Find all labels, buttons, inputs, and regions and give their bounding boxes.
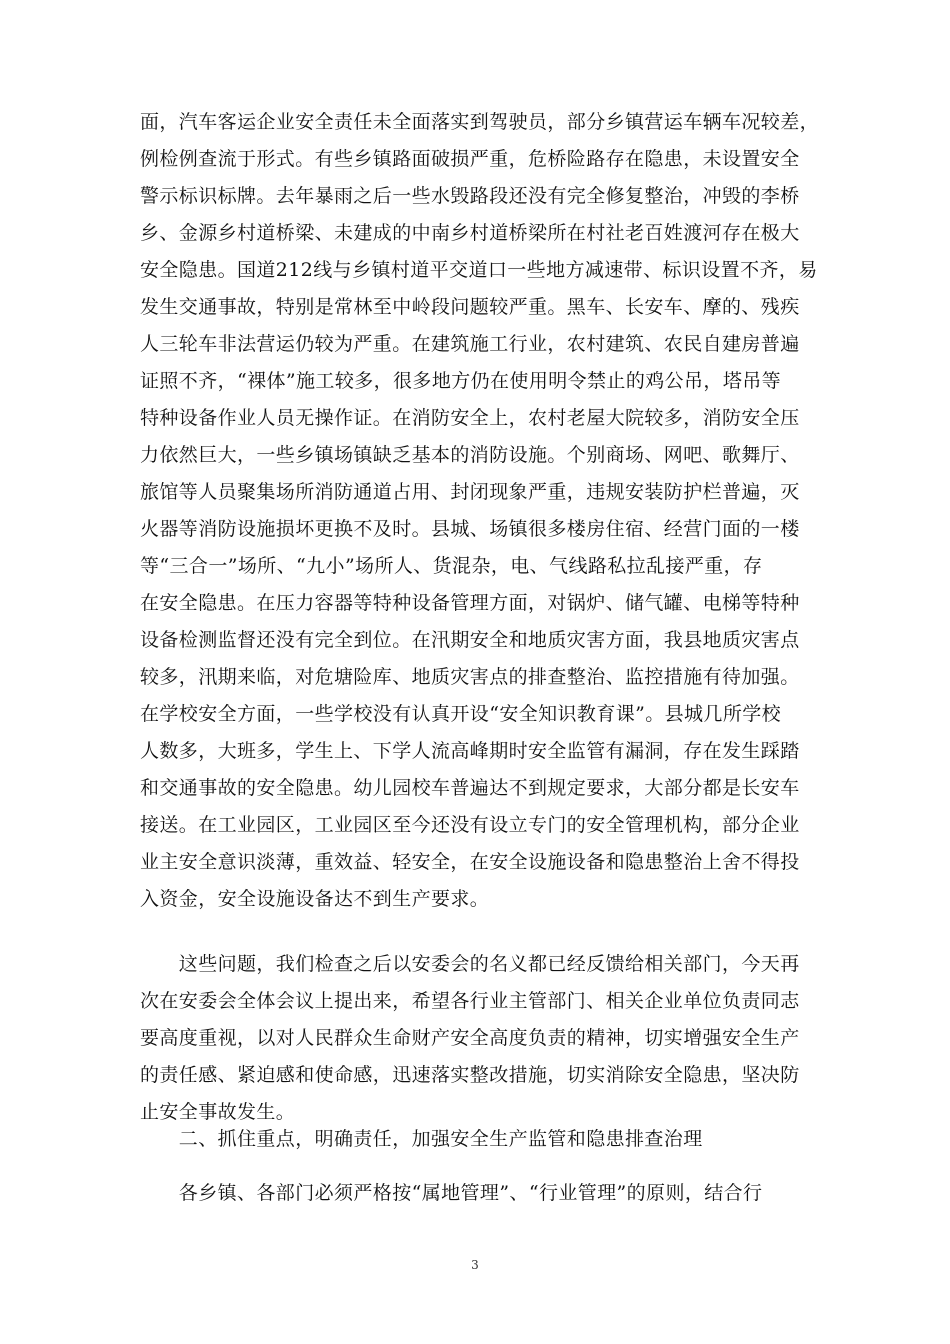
text-line: 较多，汛期来临，对危塘险库、地质灾害点的排查整治、监控措施有待加强。 xyxy=(140,666,800,688)
text-line: 人三轮车非法营运仍较为严重。在建筑施工行业，农村建筑、农民自建房普遍 xyxy=(140,333,800,355)
text-line: 要高度重视，以对人民群众生命财产安全高度负责的精神，切实增强安全生产 xyxy=(140,1027,800,1049)
text-line: 安全隐患。国道212线与乡镇村道平交道口一些地方减速带、标识设置不齐，易 xyxy=(140,259,818,281)
body-paragraph-3 xyxy=(140,1175,810,1212)
text-line: 次在安委会全体会议上提出来，希望各行业主管部门、相关企业单位负责同志 xyxy=(140,990,800,1012)
text-line: 止安全事故发生。 xyxy=(140,1101,296,1123)
body-paragraph-2 xyxy=(140,946,810,1131)
body-paragraph-1 xyxy=(140,104,820,918)
text-line: 火器等消防设施损坏更换不及时。县城、场镇很多楼房住宿、经营门面的一楼 xyxy=(140,518,800,540)
text-line: 设备检测监督还没有完全到位。在汛期安全和地质灾害方面，我县地质灾害点 xyxy=(140,629,800,651)
text-line: 旅馆等人员聚集场所消防通道占用、封闭现象严重，违规安装防护栏普遍，灭 xyxy=(140,481,800,503)
section-heading xyxy=(140,1121,810,1158)
text-line: 在学校安全方面，一些学校没有认真开设“安全知识教育课”。县城几所学校 xyxy=(140,703,782,725)
text-line: 面，汽车客运企业安全责任未全面落实到驾驶员，部分乡镇营运车辆车况较差， xyxy=(140,111,820,133)
text-line: 在安全隐患。在压力容器等特种设备管理方面，对锅炉、储气罐、电梯等特种 xyxy=(140,592,800,614)
text-line: 接送。在工业园区，工业园区至今还没有设立专门的安全管理机构，部分企业 xyxy=(140,814,800,836)
text-line: 等“三合一”场所、“九小”场所人、货混杂，电、气线路私拉乱接严重，存 xyxy=(140,555,763,577)
heading-text: 二、抓住重点，明确责任，加强安全生产监管和隐患排查治理 xyxy=(140,1128,703,1150)
text-line: 特种设备作业人员无操作证。在消防安全上，农村老屋大院较多，消防安全压 xyxy=(140,407,800,429)
text-line: 警示标识标牌。去年暴雨之后一些水毁路段还没有完全修复整治，冲毁的李桥 xyxy=(140,185,800,207)
text-line: 和交通事故的安全隐患。幼儿园校车普遍达不到规定要求，大部分都是长安车 xyxy=(140,777,800,799)
text-line: 业主安全意识淡薄，重效益、轻安全，在安全设施设备和隐患整治上舍不得投 xyxy=(140,851,800,873)
text-line: 这些问题，我们检查之后以安委会的名义都已经反馈给相关部门，今天再 xyxy=(140,953,800,975)
text-line: 人数多，大班多，学生上、下学人流高峰期时安全监管有漏洞，存在发生踩踏 xyxy=(140,740,800,762)
text-line: 入资金，安全设施设备达不到生产要求。 xyxy=(140,888,490,910)
text-line: 例检例查流于形式。有些乡镇路面破损严重，危桥险路存在隐患，未设置安全 xyxy=(140,148,800,170)
page-number: 3 xyxy=(471,1258,479,1272)
text-line: 乡、金源乡村道桥梁、未建成的中南乡村道桥梁所在村社老百姓渡河存在极大 xyxy=(140,222,800,244)
text-line: 力依然巨大，一些乡镇场镇缺乏基本的消防设施。个别商场、网吧、歌舞厅、 xyxy=(140,444,800,466)
text-line: 的责任感、紧迫感和使命感，迅速落实整改措施，切实消除安全隐患，坚决防 xyxy=(140,1064,800,1086)
text-line: 各乡镇、各部门必须严格按“属地管理”、“行业管理”的原则，结合行 xyxy=(140,1182,763,1204)
text-line: 证照不齐，“裸体”施工较多，很多地方仍在使用明令禁止的鸡公吊，塔吊等 xyxy=(140,370,782,392)
text-line: 发生交通事故，特别是常林至中岭段问题较严重。黑车、长安车、摩的、残疾 xyxy=(140,296,800,318)
